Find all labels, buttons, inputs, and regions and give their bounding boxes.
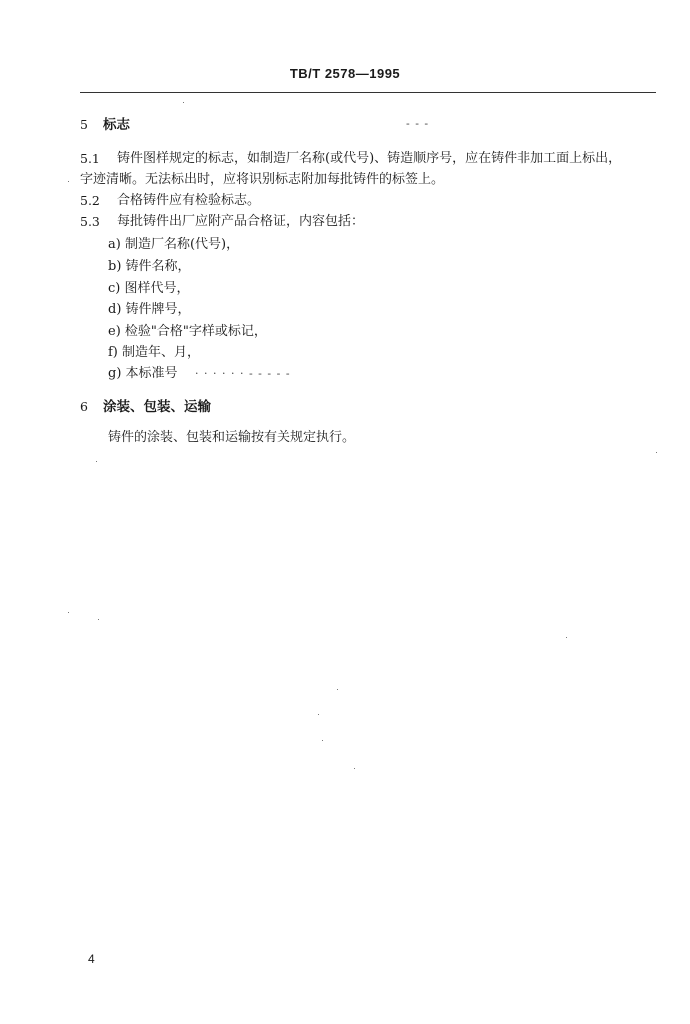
scan-speck (337, 689, 338, 690)
section-6-number: 6 (80, 399, 88, 414)
list-item-b: b) 铸件名称， (108, 259, 191, 274)
scan-speck (96, 461, 97, 462)
list-item-d: d) 铸件牌号， (108, 302, 191, 317)
scan-speck (68, 612, 69, 613)
clause-5-1-number: 5.1 (80, 151, 100, 166)
scan-speck (183, 102, 184, 103)
clause-5-3-number: 5.3 (80, 214, 100, 229)
scan-speck (354, 768, 355, 769)
list-item-c: c) 图样代号， (108, 281, 190, 296)
list-item-g: g) 本标准号 (108, 366, 178, 381)
header-rule (80, 92, 656, 93)
scan-speck (68, 181, 69, 182)
section-5-title: 标志 (103, 117, 130, 133)
scan-speck (566, 637, 567, 638)
scan-speck (98, 619, 99, 620)
scan-dashes: - - - (406, 117, 430, 130)
scan-speck (656, 452, 657, 453)
document-code: TB/T 2578—1995 (289, 66, 401, 81)
scan-speck (318, 714, 319, 715)
list-item-e: e) 检验"合格"字样或标记， (108, 324, 267, 339)
list-item-g-trail: · · · · · · - - - - - (195, 367, 291, 380)
clause-5-2-text: 合格铸件应有检验标志。 (117, 193, 261, 208)
clause-5-3-text: 每批铸件出厂应附产品合格证，内容包括： (117, 214, 365, 229)
section-6-text: 铸件的涂装、包装和运输按有关规定执行。 (108, 430, 356, 445)
list-item-f: f) 制造年、月， (108, 345, 201, 360)
page-number: 4 (88, 952, 95, 966)
clause-5-2-number: 5.2 (80, 193, 100, 208)
scan-speck (322, 740, 323, 741)
clause-5-1-line-2: 字迹清晰。无法标出时，应将识别标志附加每批铸件的标签上。 (80, 172, 445, 187)
list-item-a: a) 制造厂名称(代号)， (108, 237, 240, 252)
clause-5-1-line-1: 铸件图样规定的标志，如制造厂名称(或代号)、铸造顺序号，应在铸件非加工面上标出， (117, 151, 622, 166)
section-6-title: 涂装、包装、运输 (103, 399, 211, 415)
section-5-number: 5 (80, 117, 88, 132)
